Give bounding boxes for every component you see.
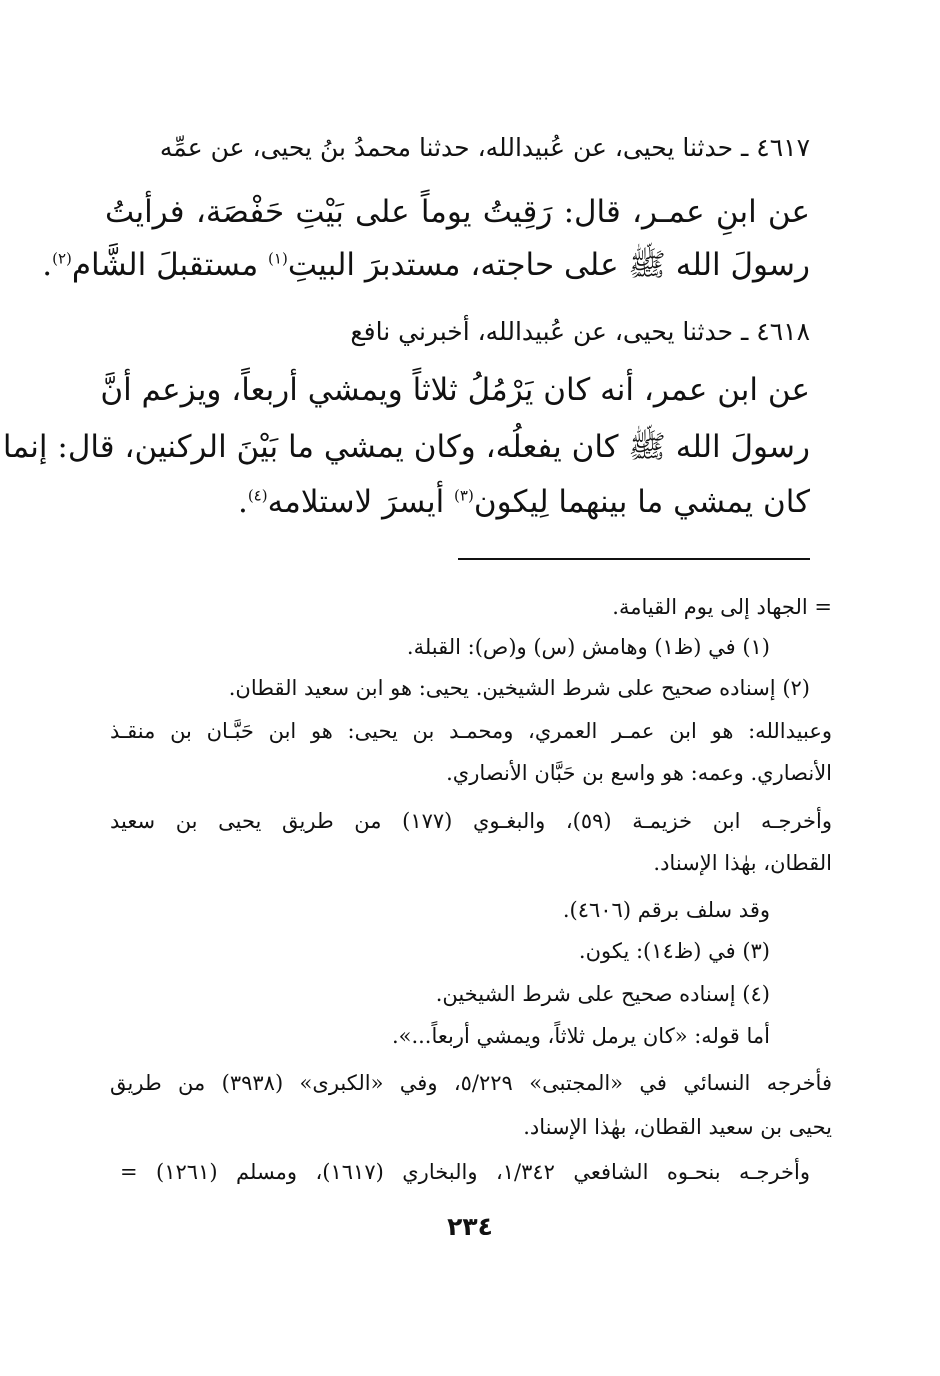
hadith-4618-line-1: عن ابن عمر، أنه كان يَرْمُلُ ثلاثاً ويمشي أربعاً، ويزعم أنَّ — [100, 372, 810, 408]
hadith-4618-line-2: رسولَ الله ﷺ كان يفعلُه، وكان يمشي ما بَيْنَ الركنين، قال: إنما — [2, 429, 810, 465]
footnote-2-line-2: وعبيدالله: هو ابن عمـر العمري، ومحمـد بن يحيى: هو ابن حَبَّـان بن منقـذ — [110, 719, 832, 743]
page-number: ٢٣٤ — [447, 1212, 493, 1241]
hadith-4617-line-1: عن ابنِ عمـر، قال: رَقِيتُ يوماً على بَيْتِ حَفْصَة، فرأيتُ — [105, 194, 810, 230]
footnote-separator — [458, 558, 810, 560]
footnote-4-line-4: يحيى بن سعيد القطان، بهٰذا الإسناد. — [523, 1115, 832, 1139]
footnote-3: (٣) في (ظ١٤): يكون. — [578, 939, 770, 963]
hadith-4617-text-end: . — [42, 247, 53, 283]
footnote-2-line-5: القطان، بهٰذا الإسناد. — [653, 851, 832, 875]
footnote-ref-1: (١) — [268, 249, 288, 268]
footnote-4-line-5: وأخرجـه بنحـوه الشافعي ١/٣٤٢، والبخاري (١٦١٧)، ومسلم (١٢٦١) = — [120, 1160, 810, 1184]
footnote-4-line-3: فأخرجه النسائي في «المجتبى» ٥/٢٢٩، وفي «الكبرى» (٣٩٣٨) من طريق — [110, 1071, 832, 1095]
hadith-4617-text-b: مستقبلَ الشَّام — [71, 247, 269, 283]
hadith-4618-line-3 — [105, 480, 810, 524]
hadith-4618-text-a: كان يمشي ما بينهما لِيكون — [473, 484, 810, 520]
hadith-4618-text-end: . — [237, 484, 248, 520]
footnote-2-line-1: (٢) إسناده صحيح على شرط الشيخين. يحيى: هو ابن سعيد القطان. — [228, 676, 810, 700]
footnote-1: (١) في (ظ١) وهامش (س) و(ص): القبلة. — [406, 635, 770, 659]
hadith-4617-line-2 — [42, 243, 810, 287]
footnote-ref-3: (٣) — [454, 486, 474, 505]
footnote-4-line-1: (٤) إسناده صحيح على شرط الشيخين. — [435, 982, 770, 1006]
hadith-4617-isnad: ٤٦١٧ ـ حدثنا يحيى، عن عُبيدالله، حدثنا محمدُ بنُ يحيى، عن عمِّه — [159, 133, 810, 162]
footnote-2-line-4: وأخرجـه ابن خزيمـة (٥٩)، والبغـوي (١٧٧) من طريق يحيى بن سعيد — [110, 809, 832, 833]
hadith-4617-text-a: رسولَ الله ﷺ على حاجته، مستدبرَ البيتِ — [287, 247, 810, 283]
footnote-ref-4: (٤) — [247, 486, 268, 505]
footnote-2-line-6: وقد سلف برقم (٤٦٠٦). — [562, 898, 770, 922]
footnote-ref-2: (٢) — [52, 249, 72, 268]
hadith-4618-isnad: ٤٦١٨ ـ حدثنا يحيى، عن عُبيدالله، أخبرني نافع — [350, 317, 810, 346]
footnote-carry-over: = الجهاد إلى يوم القيامة. — [612, 595, 832, 619]
hadith-4618-text-b: أيسرَ لاستلامه — [267, 484, 455, 520]
footnote-2-line-3: الأنصاري. وعمه: هو واسع بن حَبَّان الأنصاري. — [446, 761, 832, 785]
footnote-4-line-2: أما قوله: «كان يرمل ثلاثاً، ويمشي أربعاً...». — [391, 1024, 770, 1048]
